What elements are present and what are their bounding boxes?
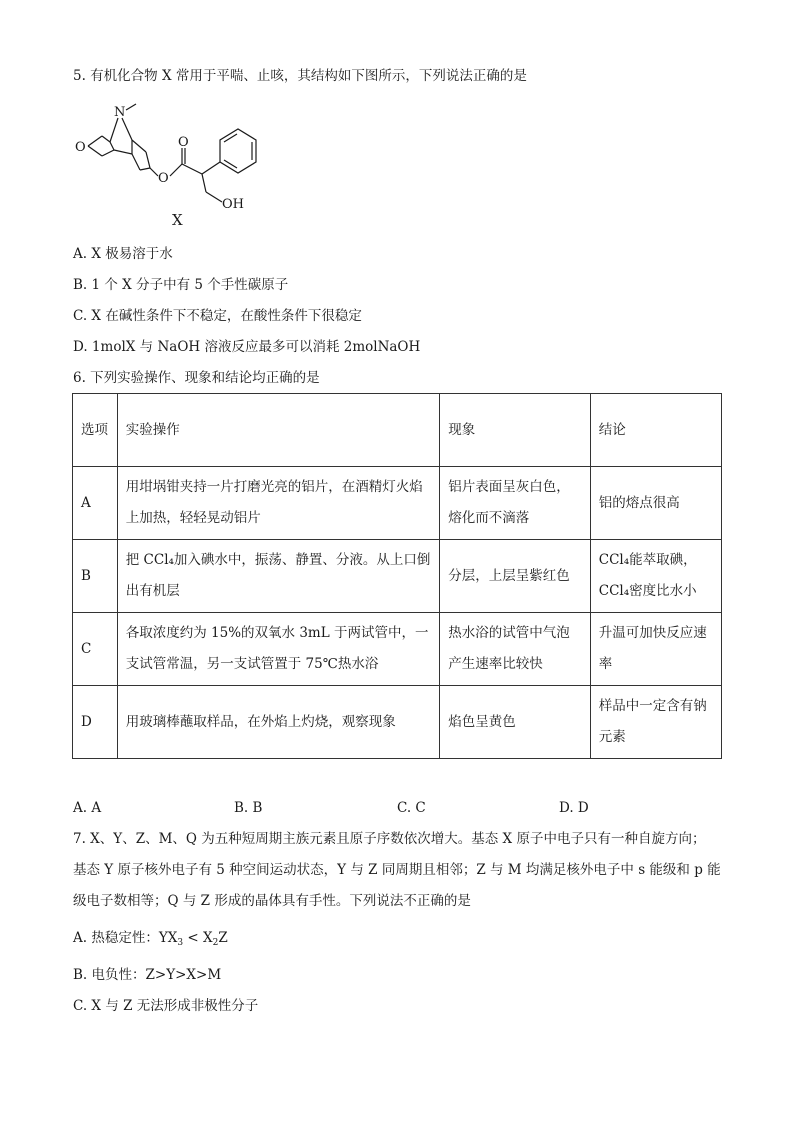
row-conclusion: 铝的熔点很高 <box>590 467 721 540</box>
atom-label-o-carbonyl: O <box>178 135 189 150</box>
q5-option-c: C. X 在碱性条件下不稳定，在酸性条件下很稳定 <box>73 308 362 324</box>
row-conclusion: 样品中一定含有钠元素 <box>590 686 721 759</box>
row-label: A <box>73 467 118 540</box>
table-row <box>73 686 722 759</box>
row-conclusion: 升温可加快反应速率 <box>590 613 721 686</box>
q7-stem-line2: 基态 Y 原子核外电子有 5 种空间运动状态，Y 与 Z 同周期且相邻；Z 与 M 均满足核外电子中 s 能级和 p 能 <box>73 862 721 878</box>
row-operation: 各取浓度约为 15%的双氧水 3mL 于两试管中，一支试管常温，另一支试管置于 75℃热水浴 <box>117 613 439 686</box>
formula-x: X <box>203 930 213 946</box>
atom-label-o-epoxide: O <box>75 140 86 155</box>
row-label: B <box>73 540 118 613</box>
table-row <box>73 540 722 613</box>
row-label: D <box>73 686 118 759</box>
row-conclusion: CCl₄能萃取碘，CCl₄密度比水小 <box>590 540 721 613</box>
structure-label: X <box>172 211 183 229</box>
table-row <box>73 613 722 686</box>
q6-stem: 6. 下列实验操作、现象和结论均正确的是 <box>73 370 320 386</box>
row-phenomenon: 分层，上层呈紫红色 <box>440 540 591 613</box>
q5-option-b: B. 1 个 X 分子中有 5 个手性碳原子 <box>73 277 289 293</box>
row-phenomenon: 热水浴的试管中气泡产生速率比较快 <box>440 613 591 686</box>
formula-z: Z <box>218 930 228 946</box>
header-option: 选项 <box>73 394 118 467</box>
q5-option-d: D. 1molX 与 NaOH 溶液反应最多可以消耗 2molNaOH <box>73 339 421 355</box>
row-label: C <box>73 613 118 686</box>
q6-answer-b: B. B <box>234 800 263 816</box>
atom-label-n: N <box>114 105 126 120</box>
formula-yx: YX <box>158 930 178 946</box>
q7-stem-line3: 级电子数相等；Q 与 Z 形成的晶体具有手性。下列说法不正确的是 <box>73 893 471 909</box>
row-operation: 把 CCl₄加入碘水中，振荡、静置、分液。从上口倒出有机层 <box>117 540 439 613</box>
atom-label-oh: OH <box>222 197 244 212</box>
formula-yx-subscript: 3 <box>177 938 184 948</box>
q6-answer-a: A. A <box>73 800 102 816</box>
row-phenomenon: 焰色呈黄色 <box>440 686 591 759</box>
header-operation: 实验操作 <box>117 394 439 467</box>
header-phenomenon: 现象 <box>440 394 591 467</box>
experiment-table <box>72 393 722 759</box>
row-phenomenon: 铝片表面呈灰白色，熔化而不滴落 <box>440 467 591 540</box>
q5-option-a: A. X 极易溶于水 <box>73 246 173 262</box>
table-row <box>73 467 722 540</box>
q7-option-a <box>73 928 228 953</box>
q5-stem: 5. 有机化合物 X 常用于平喘、止咳，其结构如下图所示，下列说法正确的是 <box>73 68 527 84</box>
table-header-row <box>73 394 722 467</box>
row-operation: 用坩埚钳夹持一片打磨光亮的铝片，在酒精灯火焰上加热，轻轻晃动铝片 <box>117 467 439 540</box>
header-conclusion: 结论 <box>590 394 721 467</box>
q6-answer-c: C. C <box>397 800 426 816</box>
atom-label-o-ester: O <box>158 171 169 186</box>
row-operation: 用玻璃棒蘸取样品，在外焰上灼烧，观察现象 <box>117 686 439 759</box>
q7-option-a-prefix: A. 热稳定性： <box>73 930 159 946</box>
q7-stem-line1: 7. X、Y、Z、M、Q 为五种短周期主族元素且原子序数依次增大。基态 X 原子中电子只有一种自旋方向； <box>73 831 706 847</box>
q7-option-c: C. X 与 Z 无法形成非极性分子 <box>73 998 259 1014</box>
q7-option-b: B. 电负性：Z>Y>X>M <box>73 967 222 983</box>
formula-operator: < <box>183 930 204 946</box>
formula-x-subscript: 2 <box>212 938 219 948</box>
q6-answer-d: D. D <box>559 800 589 816</box>
